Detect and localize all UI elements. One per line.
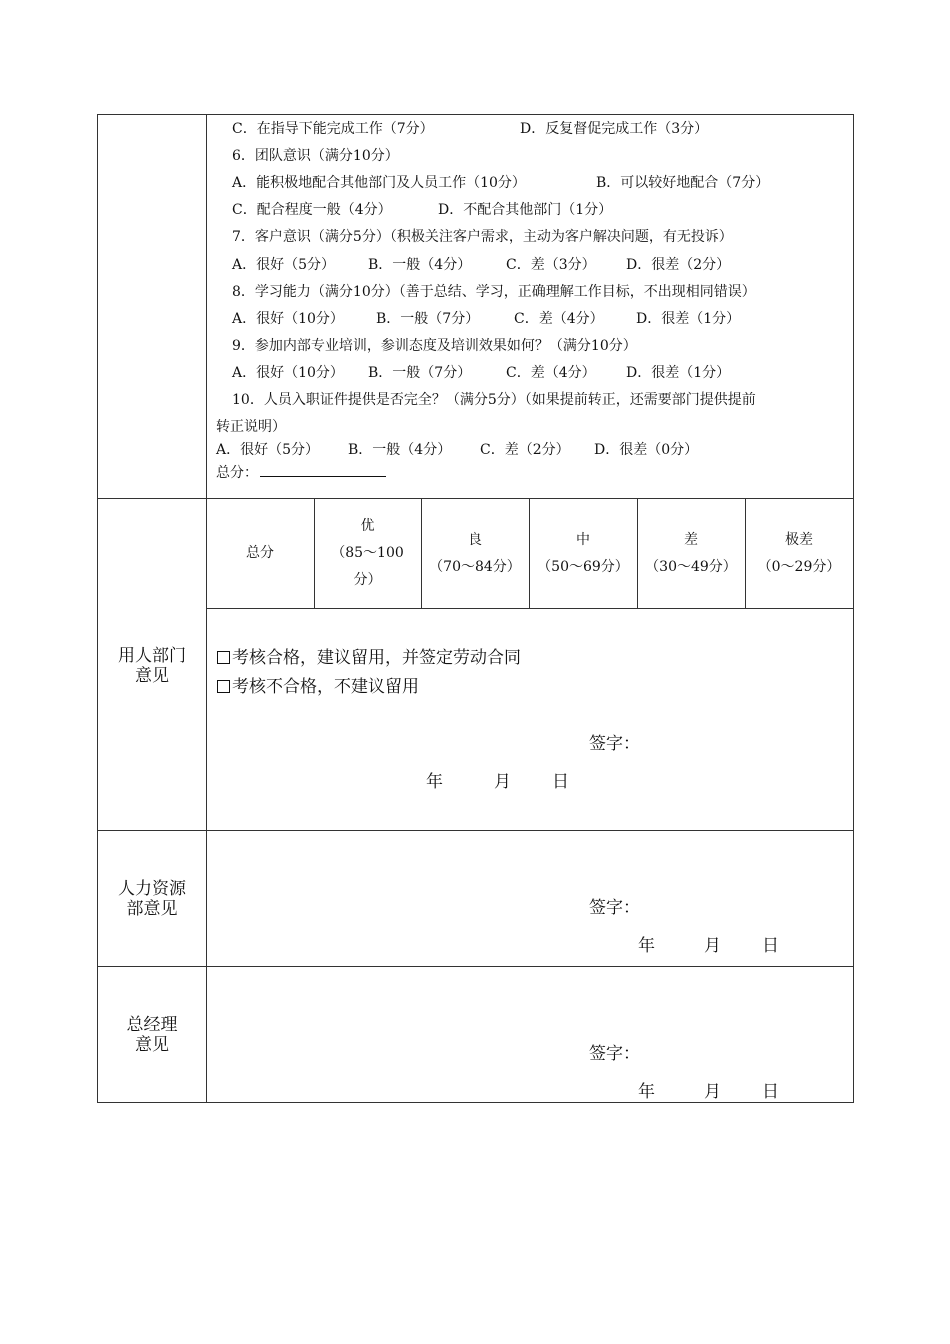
grade-poor-name: 差 bbox=[684, 532, 698, 548]
department-label-line1: 用人部门 bbox=[118, 646, 186, 666]
q8-option-a: A．很好（10分） bbox=[232, 311, 344, 327]
q6-option-c: C．配合程度一般（4分） bbox=[232, 202, 392, 218]
option-fail[interactable] bbox=[217, 677, 419, 697]
q5-option-c: C．在指导下能完成工作（7分） bbox=[232, 121, 434, 137]
q10-option-b: B．一般（4分） bbox=[348, 442, 452, 458]
option-pass-label: 考核合格，建议留用，并签定劳动合同 bbox=[232, 648, 521, 668]
gm-label-line1: 总经理 bbox=[126, 1015, 178, 1035]
q10-option-a: A．很好（5分） bbox=[216, 442, 320, 458]
hr-date-month: 月 bbox=[704, 936, 721, 956]
grade-medium-range: （50～69分） bbox=[537, 559, 629, 575]
grade-good-range: （70～84分） bbox=[429, 559, 521, 575]
gm-date-year: 年 bbox=[638, 1082, 655, 1102]
grade-excellent-cell bbox=[314, 513, 421, 594]
grade-very-poor-cell bbox=[745, 527, 853, 581]
gm-label bbox=[98, 1015, 206, 1055]
grade-good-name: 良 bbox=[468, 532, 482, 548]
q7-option-d: D．很差（2分） bbox=[626, 257, 731, 273]
row-divider-department bbox=[97, 830, 854, 831]
grade-medium-cell bbox=[529, 527, 637, 581]
department-date-month: 月 bbox=[494, 772, 511, 792]
hr-date-year: 年 bbox=[638, 936, 655, 956]
q6-option-b: B．可以较好地配合（7分） bbox=[596, 175, 770, 191]
gm-date-day: 日 bbox=[762, 1082, 779, 1102]
q8-option-d: D．很差（1分） bbox=[636, 311, 741, 327]
gm-sign-label: 签字： bbox=[589, 1044, 640, 1064]
grade-poor-cell bbox=[637, 527, 745, 581]
q7-option-b: B．一般（4分） bbox=[368, 257, 472, 273]
grade-very-poor-name: 极差 bbox=[785, 532, 813, 548]
q10-option-d: D．很差（0分） bbox=[594, 442, 699, 458]
q5-option-d: D．反复督促完成工作（3分） bbox=[520, 121, 709, 137]
q6-option-a: A．能积极地配合其他部门及人员工作（10分） bbox=[232, 175, 526, 191]
option-pass[interactable] bbox=[217, 648, 521, 668]
q9-option-a: A．很好（10分） bbox=[232, 365, 344, 381]
gm-label-line2: 意见 bbox=[135, 1035, 169, 1055]
department-sign-label: 签字： bbox=[589, 734, 640, 754]
hr-label-line2: 部意见 bbox=[126, 899, 178, 919]
q9-title: 9．参加内部专业培训，参训态度及培训效果如何？（满分10分） bbox=[232, 338, 637, 354]
total-score-label: 总分： bbox=[216, 465, 258, 481]
q8-option-c: C．差（4分） bbox=[514, 311, 604, 327]
department-date-day: 日 bbox=[552, 772, 569, 792]
grade-total-cell bbox=[206, 540, 314, 567]
checkbox-fail[interactable] bbox=[217, 680, 230, 693]
q7-title: 7．客户意识（满分5分）（积极关注客户需求，主动为客户解决问题，有无投诉） bbox=[232, 229, 733, 245]
row-divider-hr bbox=[97, 966, 854, 967]
q7-option-c: C．差（3分） bbox=[506, 257, 596, 273]
q9-option-c: C．差（4分） bbox=[506, 365, 596, 381]
q9-option-b: B．一般（7分） bbox=[368, 365, 472, 381]
gm-date-month: 月 bbox=[704, 1082, 721, 1102]
department-label bbox=[98, 646, 206, 686]
hr-label bbox=[98, 879, 206, 919]
grade-very-poor-range: （0～29分） bbox=[757, 559, 841, 575]
grade-excellent-name: 优 bbox=[360, 518, 375, 534]
total-score-input[interactable] bbox=[260, 462, 386, 477]
option-fail-label: 考核不合格，不建议留用 bbox=[232, 677, 419, 697]
total-score-row bbox=[216, 462, 386, 482]
q8-option-b: B．一般（7分） bbox=[376, 311, 480, 327]
q8-title: 8．学习能力（满分10分）（善于总结、学习，正确理解工作目标，不出现相同错误） bbox=[232, 284, 756, 300]
row-divider-grade-table bbox=[206, 608, 854, 609]
hr-label-line1: 人力资源 bbox=[118, 879, 186, 899]
row-divider-questions bbox=[97, 498, 854, 499]
hr-sign-label: 签字： bbox=[589, 898, 640, 918]
q6-option-d: D．不配合其他部门（1分） bbox=[438, 202, 613, 218]
q10-title-cont: 转正说明） bbox=[216, 419, 286, 435]
grade-excellent-range: （85～100 bbox=[331, 545, 404, 561]
grade-good-cell bbox=[421, 527, 529, 581]
grade-excellent-range-cont: 分） bbox=[353, 572, 382, 588]
q10-option-c: C．差（2分） bbox=[480, 442, 570, 458]
department-label-line2: 意见 bbox=[135, 666, 169, 686]
hr-date-day: 日 bbox=[762, 936, 779, 956]
grade-poor-range: （30～49分） bbox=[645, 559, 737, 575]
checkbox-pass[interactable] bbox=[217, 651, 230, 664]
q9-option-d: D．很差（1分） bbox=[626, 365, 731, 381]
department-date-year: 年 bbox=[426, 772, 443, 792]
grade-medium-name: 中 bbox=[576, 532, 590, 548]
grade-total-label: 总分 bbox=[246, 545, 274, 561]
q6-title: 6．团队意识（满分10分） bbox=[232, 148, 399, 164]
q10-title: 10．人员入职证件提供是否完全？（满分5分）（如果提前转正，还需要部门提供提前 bbox=[232, 392, 756, 408]
q7-option-a: A．很好（5分） bbox=[232, 257, 336, 273]
